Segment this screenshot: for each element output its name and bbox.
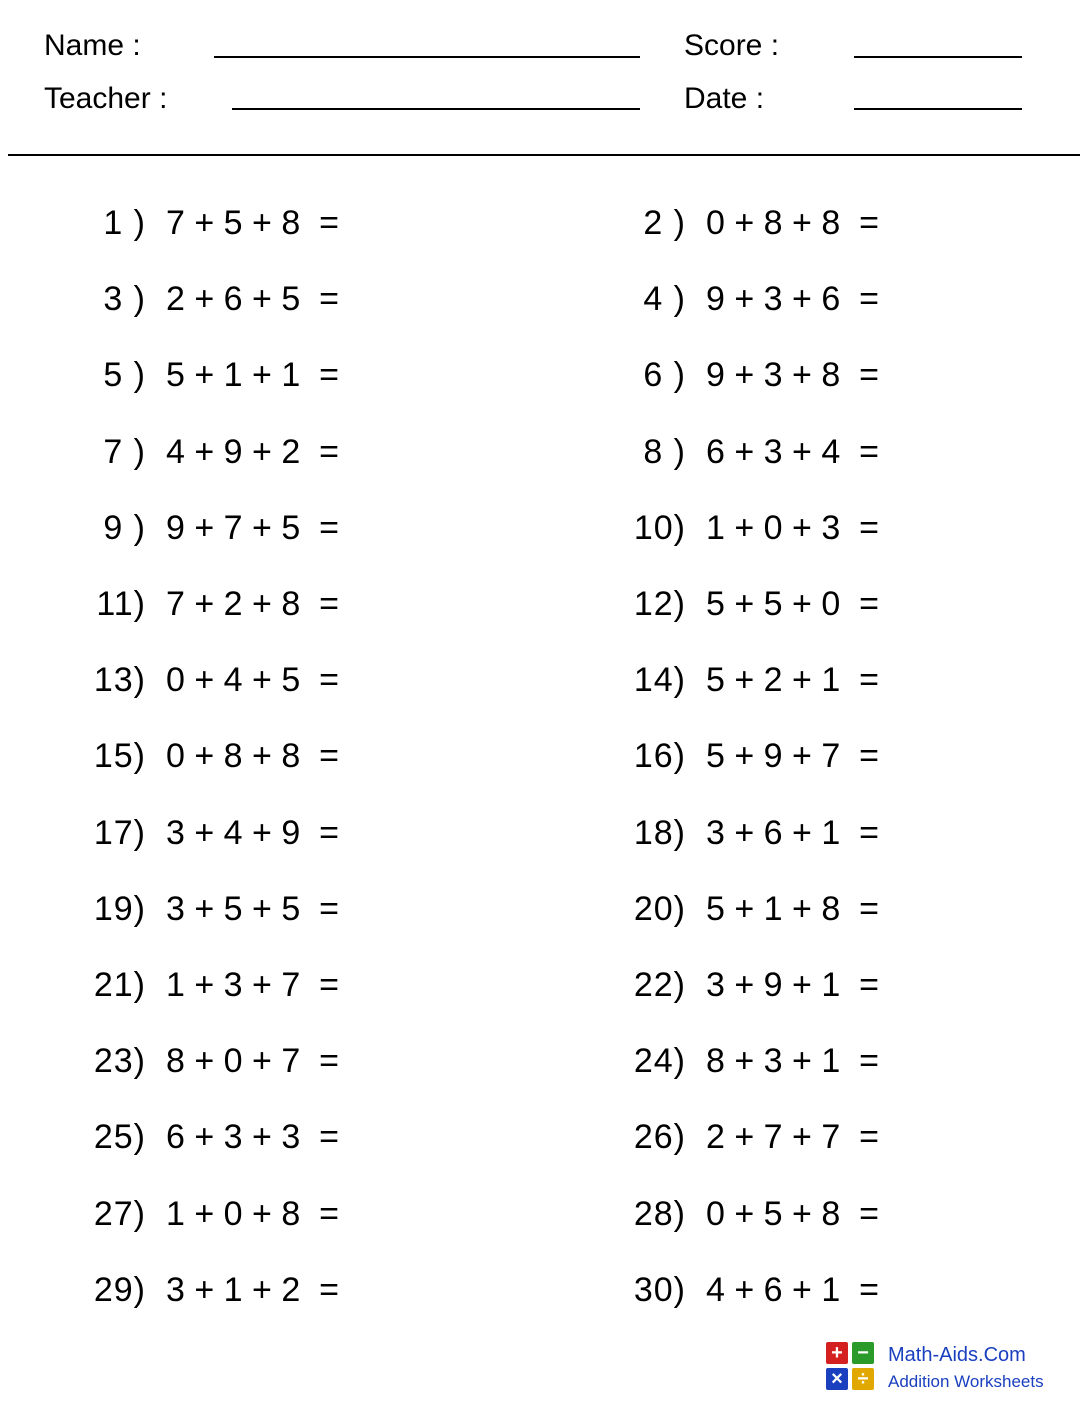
name-field[interactable] (214, 56, 640, 58)
problem-expression: 5 + 9 + 7 = (706, 737, 879, 776)
problem-number: 6 ) (643, 356, 686, 395)
problem-expression: 4 + 9 + 2 = (166, 432, 339, 471)
problem-number: 27) (93, 1194, 146, 1233)
problem-number: 7 ) (103, 432, 146, 471)
problem-expression: 2 + 7 + 7 = (706, 1118, 879, 1157)
plus-icon: + (826, 1342, 848, 1364)
problem-number: 10) (633, 508, 686, 547)
problem-item (0, 813, 1088, 853)
problem-item (0, 1117, 1088, 1157)
problem-expression: 5 + 2 + 1 = (706, 661, 879, 700)
problem-item (0, 1194, 1088, 1234)
problem-number: 29) (93, 1270, 146, 1309)
problem-number: 5 ) (103, 356, 146, 395)
logo-subtitle: Addition Worksheets (888, 1372, 1044, 1391)
problem-number: 16) (633, 737, 686, 776)
problem-item (0, 432, 1088, 472)
problem-number: 9 ) (103, 508, 146, 547)
problem-expression: 1 + 0 + 3 = (706, 508, 879, 547)
problem-item (0, 889, 1088, 929)
problem-number: 15) (93, 737, 146, 776)
problem-number: 28) (633, 1194, 686, 1233)
problem-number: 24) (633, 1042, 686, 1081)
problem-item (0, 660, 1088, 700)
problem-expression: 0 + 5 + 8 = (706, 1194, 879, 1233)
problem-number: 8 ) (643, 432, 686, 471)
problem-expression: 3 + 6 + 1 = (706, 813, 879, 852)
problem-number: 20) (633, 889, 686, 928)
problem-expression: 3 + 1 + 2 = (166, 1270, 339, 1309)
problem-expression: 6 + 3 + 4 = (706, 432, 879, 471)
problem-number: 14) (633, 661, 686, 700)
problem-number: 17) (93, 813, 146, 852)
problem-number: 21) (93, 966, 146, 1004)
problem-item (0, 279, 1088, 319)
problem-expression: 2 + 6 + 5 = (166, 280, 339, 319)
problem-expression: 3 + 9 + 1 = (706, 966, 879, 1004)
problem-number: 1 ) (103, 204, 146, 242)
problem-expression: 7 + 2 + 8 = (166, 585, 339, 623)
problem-expression: 3 + 4 + 9 = (166, 813, 339, 852)
problem-expression: 7 + 5 + 8 = (166, 204, 339, 242)
times-icon: × (826, 1368, 848, 1390)
problem-expression: 0 + 8 + 8 = (706, 204, 879, 242)
problem-expression: 6 + 3 + 3 = (166, 1118, 339, 1157)
problem-number: 26) (633, 1118, 686, 1157)
score-field[interactable] (854, 56, 1022, 58)
problem-number: 13) (93, 661, 146, 700)
teacher-field[interactable] (232, 108, 640, 110)
problem-expression: 0 + 8 + 8 = (166, 737, 339, 776)
problem-expression: 9 + 7 + 5 = (166, 508, 339, 547)
problem-expression: 3 + 5 + 5 = (166, 889, 339, 928)
problem-expression: 8 + 3 + 1 = (706, 1042, 879, 1081)
score-label: Score : (684, 29, 780, 62)
problem-expression: 5 + 5 + 0 = (706, 585, 879, 623)
minus-icon: − (852, 1342, 874, 1364)
problem-number: 19) (93, 889, 146, 928)
problem-number: 22) (633, 966, 686, 1004)
problem-number: 3 ) (103, 280, 146, 319)
problem-number: 2 ) (643, 204, 686, 242)
problem-number: 11) (96, 585, 146, 623)
problem-number: 30) (633, 1270, 686, 1309)
problem-expression: 5 + 1 + 8 = (706, 889, 879, 928)
problem-item (0, 584, 1088, 624)
problem-expression: 9 + 3 + 8 = (706, 356, 879, 395)
problem-number: 18) (633, 813, 686, 852)
problem-item (0, 965, 1088, 1005)
problem-expression: 1 + 0 + 8 = (166, 1194, 339, 1233)
problem-item (0, 203, 1088, 243)
header-divider (8, 154, 1080, 156)
date-label: Date : (684, 82, 765, 115)
divide-icon: ÷ (852, 1368, 874, 1390)
problem-item (0, 1041, 1088, 1081)
teacher-label: Teacher : (44, 82, 168, 115)
problem-item (0, 355, 1088, 395)
problem-number: 23) (93, 1042, 146, 1081)
problem-expression: 5 + 1 + 1 = (166, 356, 339, 395)
problem-number: 25) (93, 1118, 146, 1157)
problem-expression: 0 + 4 + 5 = (166, 661, 339, 700)
date-field[interactable] (854, 108, 1022, 110)
problem-expression: 8 + 0 + 7 = (166, 1042, 339, 1081)
problem-number: 12) (633, 585, 686, 623)
problem-expression: 1 + 3 + 7 = (166, 966, 339, 1004)
logo-title: Math-Aids.Com (888, 1344, 1026, 1366)
problem-expression: 9 + 3 + 6 = (706, 280, 879, 319)
problem-number: 4 ) (643, 280, 686, 319)
name-label: Name : (44, 29, 141, 62)
problem-item (0, 1270, 1088, 1310)
math-aids-logo (826, 1342, 1056, 1394)
problem-expression: 4 + 6 + 1 = (706, 1270, 879, 1309)
problem-item (0, 736, 1088, 776)
problem-item (0, 508, 1088, 548)
